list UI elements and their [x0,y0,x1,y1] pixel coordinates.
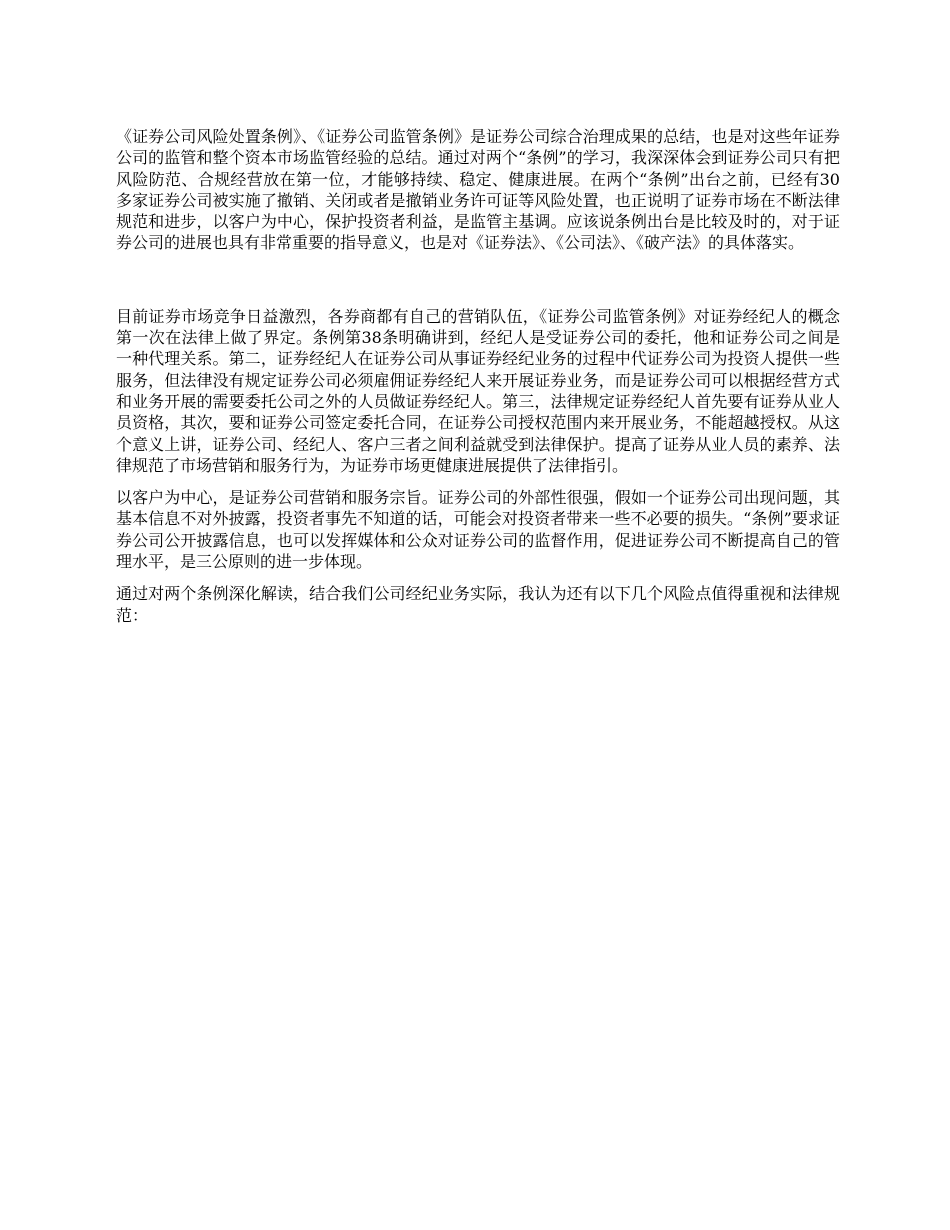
paragraph-regulations-summary: 《证券公司风险处置条例》、《证券公司监管条例》是证券公司综合治理成果的总结，也是对这些年证券公司的监管和整个资本市场监管经验的总结。通过对两个“条例”的学习，我深深体会到证券公司只有把风险防范、合规经营放在第一位，才能够持续、稳定、健康进展。在两个“条例”出台之前，已经有30多家证券公司被实施了撤销、关闭或者是撤销业务许可证等风险处置，也正说明了证券市场在不断法律规范和进步，以客户为中心，保护投资者利益，是监管主基调。应该说条例出台是比较及时的，对于证券公司的进展也具有非常重要的指导意义，也是对《证券法》、《公司法》、《破产法》的具体落实。 [116,127,840,253]
paragraph-spacer [116,254,840,306]
paragraph-securities-broker: 目前证券市场竞争日益激烈，各券商都有自己的营销队伍，《证券公司监管条例》对证券经纪人的概念第一次在法律上做了界定。条例第38条明确讲到，经纪人是受证券公司的委托，他和证券公司之间是一种代理关系。第二，证券经纪人在证券公司从事证券经纪业务的过程中代证券公司为投资人提供一些服务，但法律没有规定证券公司必须雇佣证券经纪人来开展证券业务，而是证券公司可以根据经营方式和业务开展的需要委托公司之外的人员做证券经纪人。第三，法律规定证券经纪人首先要有证券从业人员资格，其次，要和证券公司签定委托合同，在证券公司授权范围内来开展业务，不能超越授权。从这个意义上讲，证券公司、经纪人、客户三者之间利益就受到法律保护。提高了证券从业人员的素养、法律规范了市场营销和服务行为，为证券市场更健康进展提供了法律指引。 [116,306,840,475]
paragraph-spacer [116,572,840,583]
document-body [116,126,840,626]
paragraph-client-centered: 以客户为中心，是证券公司营销和服务宗旨。证券公司的外部性很强，假如一个证券公司出现问题，其基本信息不对外披露，投资者事先不知道的话，可能会对投资者带来一些不必要的损失。“条例”要求证券公司公开披露信息，也可以发挥媒体和公众对证券公司的监督作用，促进证券公司不断提高自己的管理水平，是三公原则的进一步体现。 [116,488,840,572]
paragraph-spacer [116,476,840,487]
paragraph-risk-points: 通过对两个条例深化解读，结合我们公司经纪业务实际，我认为还有以下几个风险点值得重视和法律规范： [116,584,840,625]
